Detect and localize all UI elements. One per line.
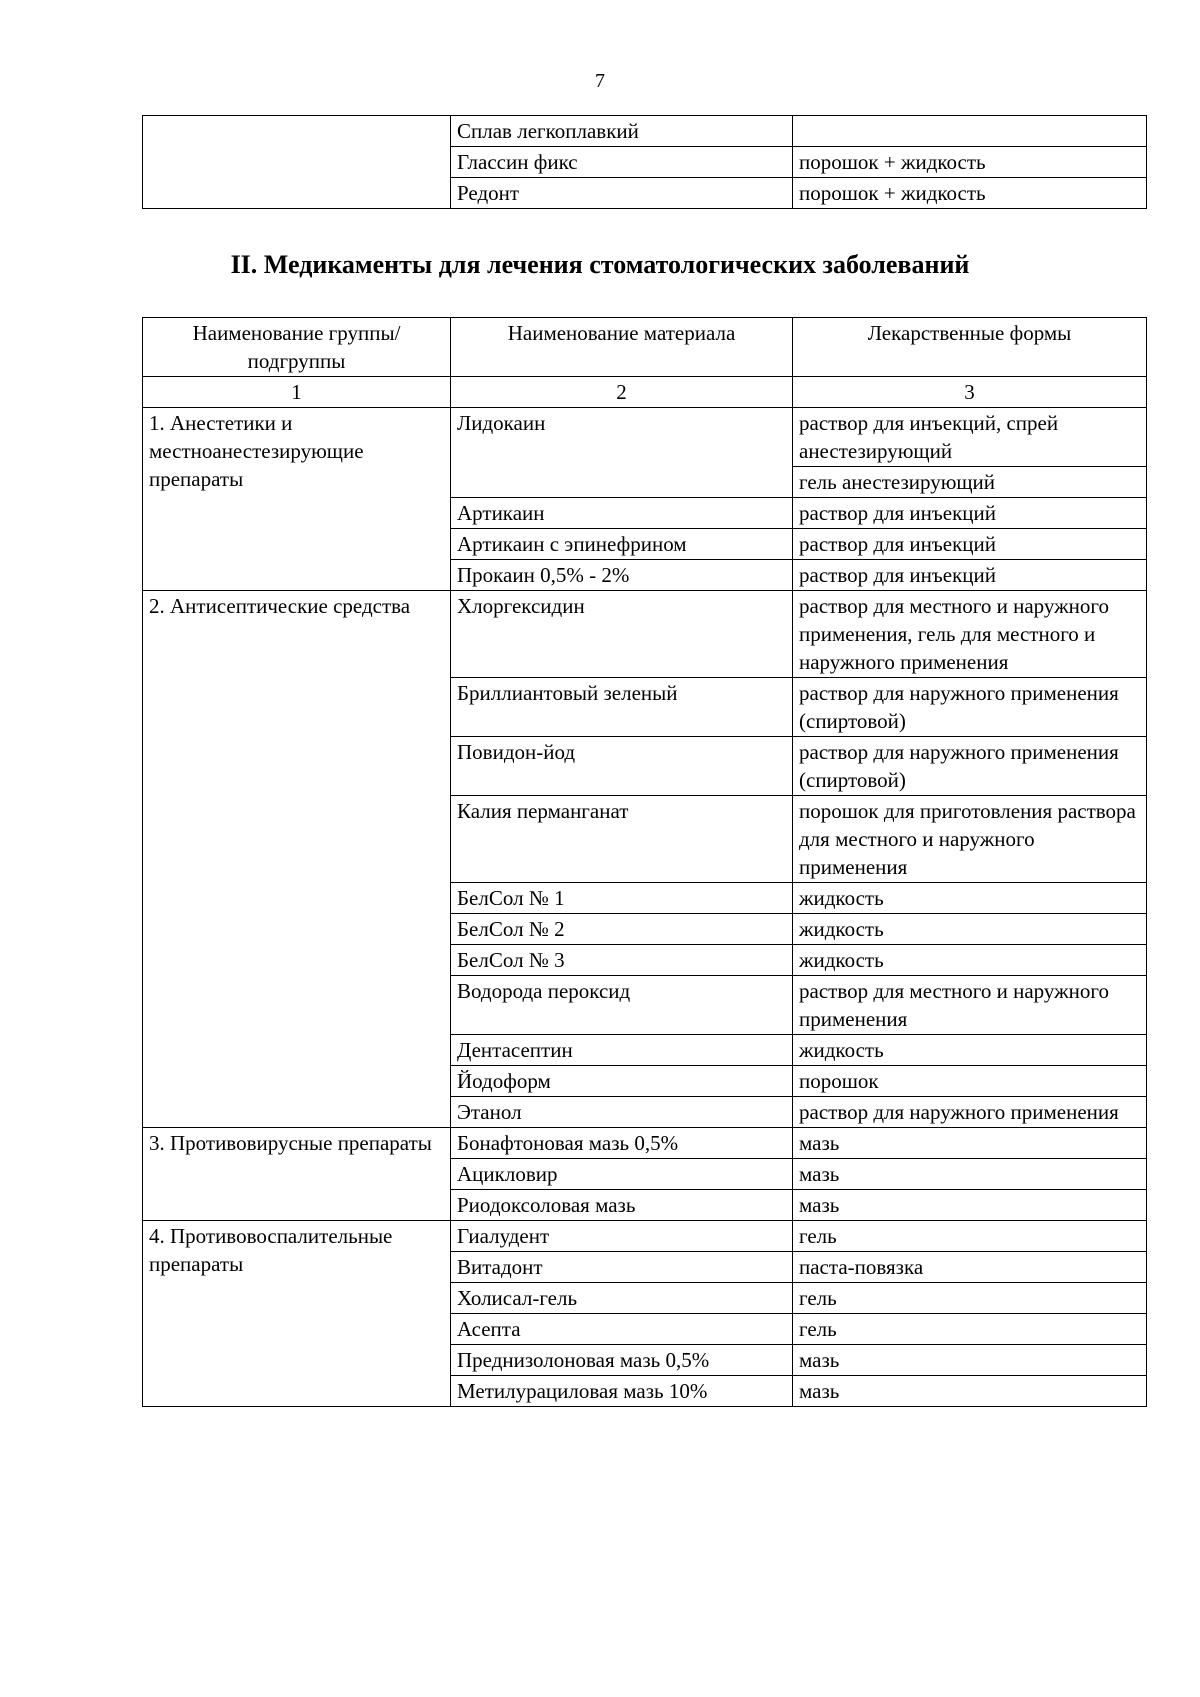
table-row xyxy=(143,116,1147,147)
dosage-form xyxy=(793,116,1147,147)
dosage-form: мазь xyxy=(793,1376,1147,1407)
dosage-form: раствор для инъекций xyxy=(793,529,1147,560)
dosage-form: жидкость xyxy=(793,1035,1147,1066)
material-name: Бонафтоновая мазь 0,5% xyxy=(451,1128,793,1159)
material-name: Глассин фикс xyxy=(451,147,793,178)
group-name: 1. Анестетики и местноанестезирующие препараты xyxy=(143,408,451,591)
column-number: 3 xyxy=(793,377,1147,408)
table-row xyxy=(143,408,1147,467)
material-name: Лидокаин xyxy=(451,408,793,498)
material-name: Редонт xyxy=(451,178,793,209)
material-name: Повидон-йод xyxy=(451,737,793,796)
dosage-form: раствор для наружного применения xyxy=(793,1097,1147,1128)
dosage-form: раствор для местного и наружного применения xyxy=(793,976,1147,1035)
dosage-form: жидкость xyxy=(793,883,1147,914)
dosage-form: порошок xyxy=(793,1066,1147,1097)
dosage-form: мазь xyxy=(793,1345,1147,1376)
table-row xyxy=(143,1128,1147,1159)
material-name: Асепта xyxy=(451,1314,793,1345)
page-number: 7 xyxy=(595,70,605,92)
material-name: Дентасептин xyxy=(451,1035,793,1066)
dosage-form: гель анестезирующий xyxy=(793,467,1147,498)
group-name: 2. Антисептические средства xyxy=(143,591,451,1128)
material-name: Бриллиантовый зеленый xyxy=(451,678,793,737)
dosage-form: паста-повязка xyxy=(793,1252,1147,1283)
material-name: БелСол № 2 xyxy=(451,914,793,945)
material-name: Гиалудент xyxy=(451,1221,793,1252)
header-material: Наименование материала xyxy=(451,318,793,377)
table-row xyxy=(143,591,1147,678)
medications-table xyxy=(142,317,1147,1407)
material-name: Сплав легкоплавкий xyxy=(451,116,793,147)
header-forms: Лекарственные формы xyxy=(793,318,1147,377)
dosage-form: раствор для наружного применения (спиртовой) xyxy=(793,678,1147,737)
material-name: Хлоргексидин xyxy=(451,591,793,678)
group-cell xyxy=(143,116,451,209)
material-name: Калия перманганат xyxy=(451,796,793,883)
material-name: Артикаин xyxy=(451,498,793,529)
dosage-form: раствор для инъекций, спрей анестезирующий xyxy=(793,408,1147,467)
dosage-form: жидкость xyxy=(793,914,1147,945)
material-name: Йодоформ xyxy=(451,1066,793,1097)
dosage-form: жидкость xyxy=(793,945,1147,976)
dosage-form: мазь xyxy=(793,1190,1147,1221)
material-name: Водорода пероксид xyxy=(451,976,793,1035)
dosage-form: гель xyxy=(793,1314,1147,1345)
material-name: Этанол xyxy=(451,1097,793,1128)
dosage-form: раствор для наружного применения (спиртовой) xyxy=(793,737,1147,796)
dosage-form: раствор для инъекций xyxy=(793,560,1147,591)
header-group: Наименование группы/подгруппы xyxy=(143,318,451,377)
dosage-form: мазь xyxy=(793,1159,1147,1190)
material-name: Ацикловир xyxy=(451,1159,793,1190)
dosage-form: порошок + жидкость xyxy=(793,178,1147,209)
material-name: Преднизолоновая мазь 0,5% xyxy=(451,1345,793,1376)
material-name: Витадонт xyxy=(451,1252,793,1283)
material-name: Риодоксоловая мазь xyxy=(451,1190,793,1221)
header-row xyxy=(143,318,1147,377)
material-name: БелСол № 3 xyxy=(451,945,793,976)
group-name: 4. Противовоспалительные препараты xyxy=(143,1221,451,1407)
material-name: Холисал-гель xyxy=(451,1283,793,1314)
dosage-form: порошок для приготовления раствора для местного и наружного применения xyxy=(793,796,1147,883)
material-name: БелСол № 1 xyxy=(451,883,793,914)
table-row xyxy=(143,1221,1147,1252)
dosage-form: мазь xyxy=(793,1128,1147,1159)
group-name: 3. Противовирусные препараты xyxy=(143,1128,451,1221)
dosage-form: гель xyxy=(793,1221,1147,1252)
section-title: II. Медикаменты для лечения стоматологических заболеваний xyxy=(230,250,970,279)
dosage-form: гель xyxy=(793,1283,1147,1314)
column-number-row xyxy=(143,377,1147,408)
dosage-form: раствор для местного и наружного применения, гель для местного и наружного применения xyxy=(793,591,1147,678)
column-number: 2 xyxy=(451,377,793,408)
dosage-form: порошок + жидкость xyxy=(793,147,1147,178)
continuation-table xyxy=(142,115,1147,209)
dosage-form: раствор для инъекций xyxy=(793,498,1147,529)
column-number: 1 xyxy=(143,377,451,408)
material-name: Метилурациловая мазь 10% xyxy=(451,1376,793,1407)
material-name: Артикаин с эпинефрином xyxy=(451,529,793,560)
material-name: Прокаин 0,5% - 2% xyxy=(451,560,793,591)
